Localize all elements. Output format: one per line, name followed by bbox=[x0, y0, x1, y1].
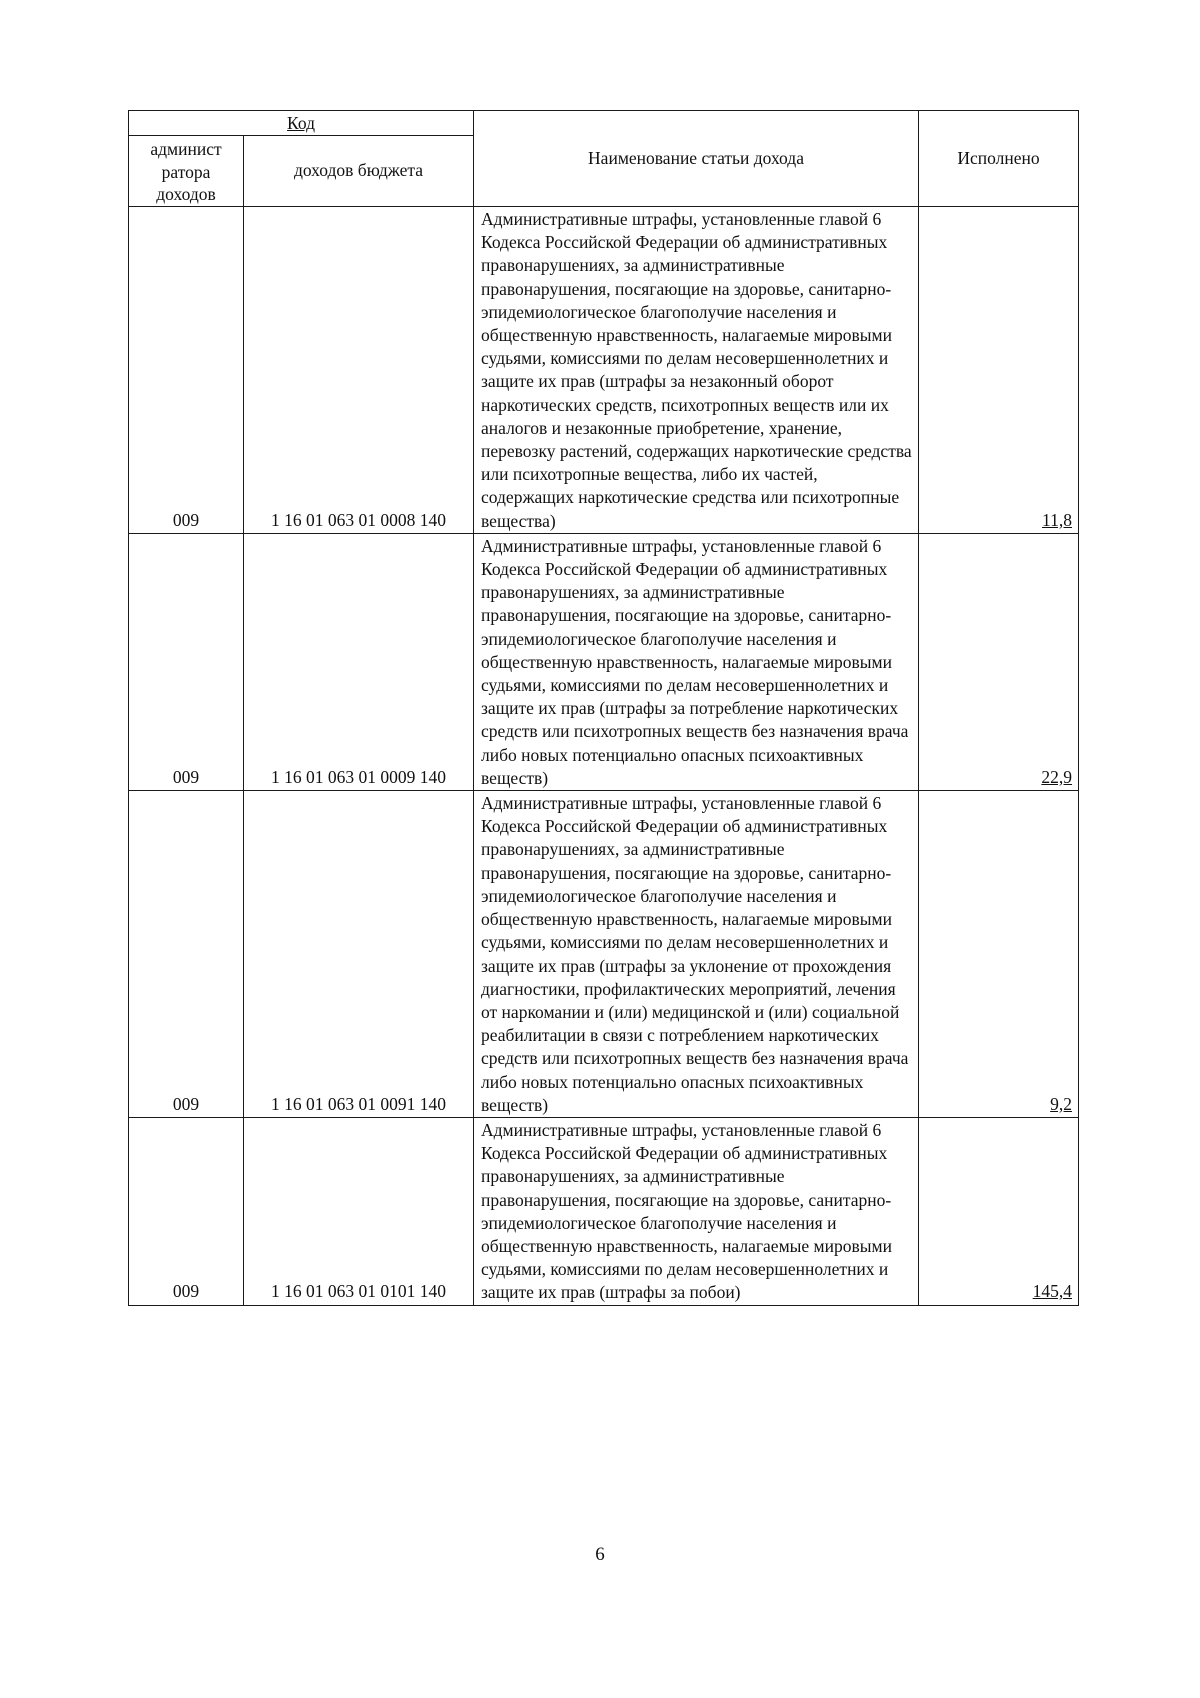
header-income-name: Наименование статьи дохода bbox=[474, 111, 919, 207]
executed-cell bbox=[919, 207, 1079, 534]
header-admin-line: админист bbox=[150, 139, 222, 160]
header-code-group bbox=[129, 111, 474, 136]
executed-value: 9,2 bbox=[1050, 1093, 1073, 1114]
budget-code-cell: 1 16 01 063 01 0008 140 bbox=[244, 207, 474, 534]
page-number: 6 bbox=[595, 1544, 605, 1565]
executed-value: 22,9 bbox=[1041, 766, 1073, 787]
table-row bbox=[129, 1117, 1079, 1305]
executed-cell bbox=[919, 1117, 1079, 1305]
header-admin-line: доходов bbox=[156, 184, 216, 205]
admin-code-cell: 009 bbox=[129, 207, 244, 534]
budget-code-cell: 1 16 01 063 01 0091 140 bbox=[244, 791, 474, 1118]
budget-code-cell: 1 16 01 063 01 0009 140 bbox=[244, 533, 474, 790]
table-body bbox=[129, 207, 1079, 1306]
budget-code-cell: 1 16 01 063 01 0101 140 bbox=[244, 1117, 474, 1305]
executed-value: 11,8 bbox=[1042, 509, 1073, 530]
table-row bbox=[129, 791, 1079, 1118]
header-executed: Исполнено bbox=[919, 111, 1079, 207]
executed-cell bbox=[919, 533, 1079, 790]
table-header bbox=[129, 111, 1079, 207]
income-name-cell: Административные штрафы, установленные главой 6 Кодекса Российской Федерации об административных правонарушениях, за административные правонарушения, посягающие на здоровье, санитарно-эпидемиологическое благополучие населения и общественную нравственность, налагаемые мировыми судьями, комиссиями по делам несовершеннолетних и защите их прав (штрафы за потребление наркотических средств или психотропных веществ без назначения врача либо новых потенциально опасных психоактивных веществ) bbox=[474, 533, 919, 790]
table-row bbox=[129, 533, 1079, 790]
admin-code-cell: 009 bbox=[129, 791, 244, 1118]
admin-code-cell: 009 bbox=[129, 1117, 244, 1305]
admin-code-cell: 009 bbox=[129, 533, 244, 790]
executed-cell bbox=[919, 791, 1079, 1118]
header-code-group-label: Код bbox=[287, 113, 315, 133]
income-name-cell: Административные штрафы, установленные главой 6 Кодекса Российской Федерации об административных правонарушениях, за административные правонарушения, посягающие на здоровье, санитарно-эпидемиологическое благополучие населения и общественную нравственность, налагаемые мировыми судьями, комиссиями по делам несовершеннолетних и защите их прав (штрафы за побои) bbox=[474, 1117, 919, 1305]
header-budget-code: доходов бюджета bbox=[244, 136, 474, 207]
income-name-cell: Административные штрафы, установленные главой 6 Кодекса Российской Федерации об административных правонарушениях, за административные правонарушения, посягающие на здоровье, санитарно-эпидемиологическое благополучие населения и общественную нравственность, налагаемые мировыми судьями, комиссиями по делам несовершеннолетних и защите их прав (штрафы за незаконный оборот наркотических средств, психотропных веществ или их аналогов и незаконные приобретение, хранение, перевозку растений, содержащих наркотические средства или психотропные вещества, либо их частей, содержащих наркотические средства или психотропные вещества) bbox=[474, 207, 919, 534]
header-admin bbox=[129, 136, 244, 207]
income-name-cell: Административные штрафы, установленные главой 6 Кодекса Российской Федерации об административных правонарушениях, за административные правонарушения, посягающие на здоровье, санитарно-эпидемиологическое благополучие населения и общественную нравственность, налагаемые мировыми судьями, комиссиями по делам несовершеннолетних и защите их прав (штрафы за уклонение от прохождения диагностики, профилактических мероприятий, лечения от наркомании и (или) медицинской и (или) социальной реабилитации в связи с потреблением наркотических средств или психотропных веществ без назначения врача либо новых потенциально опасных психоактивных веществ) bbox=[474, 791, 919, 1118]
income-table bbox=[128, 110, 1079, 1306]
table-row bbox=[129, 207, 1079, 534]
executed-value: 145,4 bbox=[1032, 1281, 1073, 1302]
header-admin-line: ратора bbox=[161, 161, 211, 182]
